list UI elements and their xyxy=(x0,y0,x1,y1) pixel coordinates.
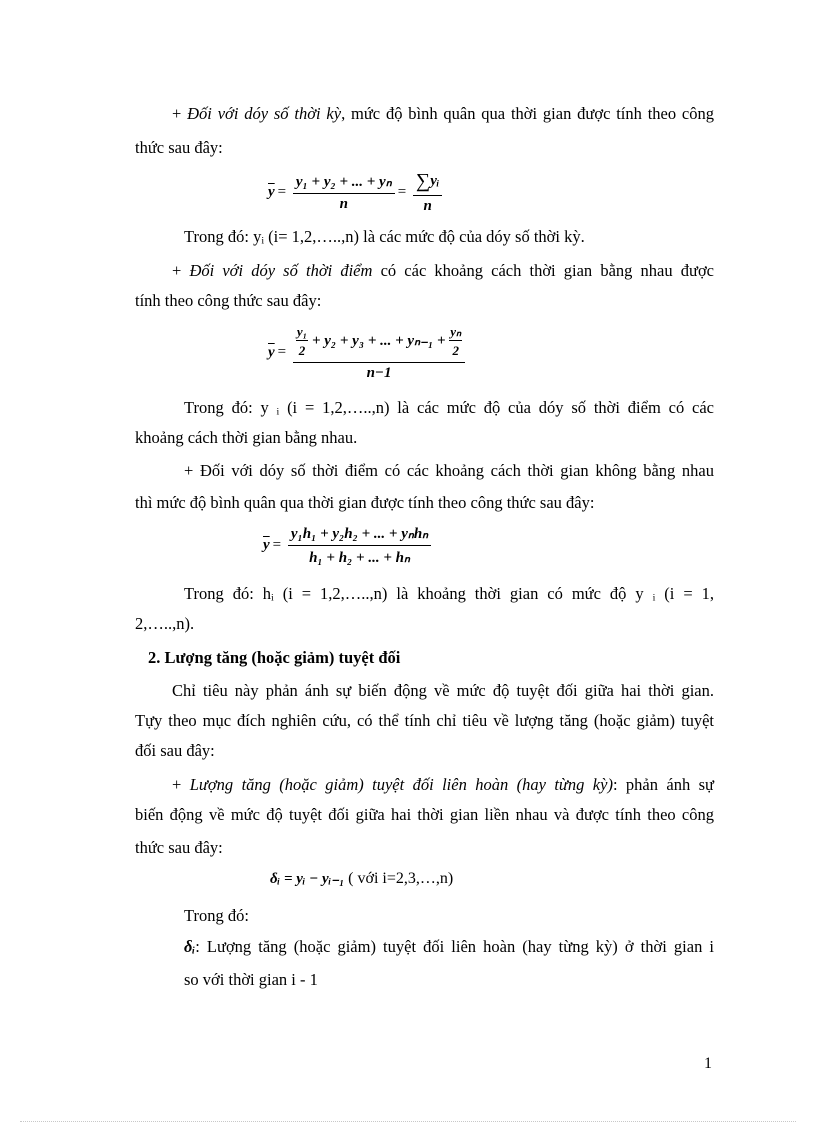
formula-4-expression: δᵢ = yᵢ − yᵢ₋₁ xyxy=(270,871,345,887)
formula-1-denominator: n xyxy=(339,196,348,212)
formula-2-fraction xyxy=(293,324,465,382)
formula-1-lhs: $\overline{y}$ xyxy=(268,183,275,200)
formula-2-two-b: 2 xyxy=(452,343,459,358)
paragraph-8-line-1 xyxy=(172,775,714,795)
p1-lead: + xyxy=(172,104,188,123)
paragraph-10-line-1 xyxy=(184,937,714,957)
paragraph-2: Trong đó: yᵢ (i= 1,2,…..,n) là các mức độ của dóy số thời kỳ. xyxy=(184,227,585,246)
paragraph-1-line-2: thức sau đây: xyxy=(135,138,223,157)
paragraph-4-line-1: Trong đó: y ᵢ (i = 1,2,…..,n) là các mức độ của dóy số thời điểm có các xyxy=(184,398,714,417)
p8-rest: : phản ánh sự xyxy=(612,775,714,794)
formula-2-inner-fraction-2 xyxy=(449,324,462,359)
footer-divider xyxy=(20,1121,796,1122)
formula-2-y1: y₁ xyxy=(296,324,308,339)
section-heading: 2. Lượng tăng (hoặc giảm) tuyệt đối xyxy=(148,648,401,667)
page-number: 1 xyxy=(704,1055,712,1072)
p1-italic-term: Đối với dóy số thời kỳ xyxy=(187,104,342,123)
paragraph-6-line-2: 2,…..,n). xyxy=(135,614,195,633)
p10-symbol: δᵢ xyxy=(184,937,196,956)
formula-mean-point-series-equal: $\overline{y}$ = $\frac{\text{y₁}}{2}$ + y₂ + y₃ + ... + yₙ₋₁ + $\frac{\text{yₙ}}{2}$ n−1 xyxy=(268,324,465,382)
p1-rest: , mức độ bình quân qua thời gian được tính theo công xyxy=(341,104,714,123)
formula-2-lhs: $\overline{y}$ xyxy=(268,344,275,361)
paragraph-1-line-1 xyxy=(172,104,714,124)
formula-1-sum-denominator: n xyxy=(423,198,432,214)
paragraph-6-line-1: Trong đó: hᵢ (i = 1,2,…..,n) là khoảng thời gian có mức độ y ᵢ (i = 1, xyxy=(184,584,714,603)
paragraph-10-line-2: so với thời gian i - 1 xyxy=(184,970,318,989)
formula-2-yn: yₙ xyxy=(450,324,462,339)
formula-2-denominator: n−1 xyxy=(366,365,392,381)
formula-1-sum-numerator: yᵢ xyxy=(430,173,440,189)
p8-lead: + xyxy=(172,775,190,794)
paragraph-8-line-3: thức sau đây: xyxy=(135,838,223,857)
paragraph-3-line-2: tính theo công thức sau đây: xyxy=(135,291,322,310)
p3-italic-term: Đối với dóy số thời điểm xyxy=(189,261,373,280)
formula-2-middle: + y₂ + y₃ + ... + yₙ₋₁ + xyxy=(311,332,446,349)
formula-absolute-change xyxy=(270,869,453,888)
formula-mean-period-series: $\overline{y}$ = $\frac{\text{y₁ + y₂ + ... + yₙ}}{n}$ = $\frac{\text{∑yᵢ}}{n}$ xyxy=(268,170,442,215)
formula-4-note: ( với i=2,3,…,n) xyxy=(348,870,454,887)
formula-2-inner-fraction-1 xyxy=(296,324,308,359)
formula-1-fraction xyxy=(293,172,395,213)
formula-3-numerator: y₁h₁ + y₂h₂ + ... + yₙhₙ xyxy=(288,524,431,546)
formula-2-two-a: 2 xyxy=(298,343,306,358)
formula-1-numerator: y₁ + y₂ + ... + yₙ xyxy=(293,172,395,194)
paragraph-7-line-2: Tựy theo mục đích nghiên cứu, có thể tính chỉ tiêu về lượng tăng (hoặc giảm) tuyệt xyxy=(135,711,714,730)
formula-3-lhs: $\overline{y}$ xyxy=(263,536,270,553)
formula-3-denominator: h₁ + h₂ + ... + hₙ xyxy=(309,550,410,566)
p3-lead: + xyxy=(172,261,190,280)
paragraph-9: Trong đó: xyxy=(184,906,249,925)
formula-1-sum-fraction xyxy=(413,170,442,215)
paragraph-7-line-1: Chỉ tiêu này phản ánh sự biến động về mức độ tuyệt đối giữa hai thời gian. xyxy=(172,681,714,700)
paragraph-7-line-3: đối sau đây: xyxy=(135,741,215,760)
paragraph-5-line-1: + Đối với dóy số thời điểm có các khoảng cách thời gian không bằng nhau xyxy=(184,461,714,480)
paragraph-8-line-2: biến động về mức độ tuyệt đối giữa hai thời gian liền nhau và được tính theo công xyxy=(135,805,714,824)
p3-rest: có các khoảng cách thời gian bằng nhau được xyxy=(372,261,714,280)
formula-mean-point-series-unequal: $\overline{y}$ = $\frac{\text{y₁h₁ + y₂h₂ + ... + yₙhₙ}}{\text{h₁ + h₂ + ... + hₙ}}$ xyxy=(263,524,431,567)
p10-text: : Lượng tăng (hoặc giảm) tuyệt đối liên hoàn (hay từng kỳ) ở thời gian i xyxy=(195,937,714,956)
p8-italic-term: Lượng tăng (hoặc giảm) tuyệt đối liên hoàn (hay từng kỳ) xyxy=(189,775,613,794)
paragraph-4-line-2: khoảng cách thời gian bằng nhau. xyxy=(135,428,358,447)
sum-icon: ∑ xyxy=(415,170,431,192)
paragraph-3-line-1 xyxy=(172,261,714,281)
paragraph-5-line-2: thì mức độ bình quân qua thời gian được tính theo công thức sau đây: xyxy=(135,493,595,512)
formula-3-fraction xyxy=(288,524,431,567)
